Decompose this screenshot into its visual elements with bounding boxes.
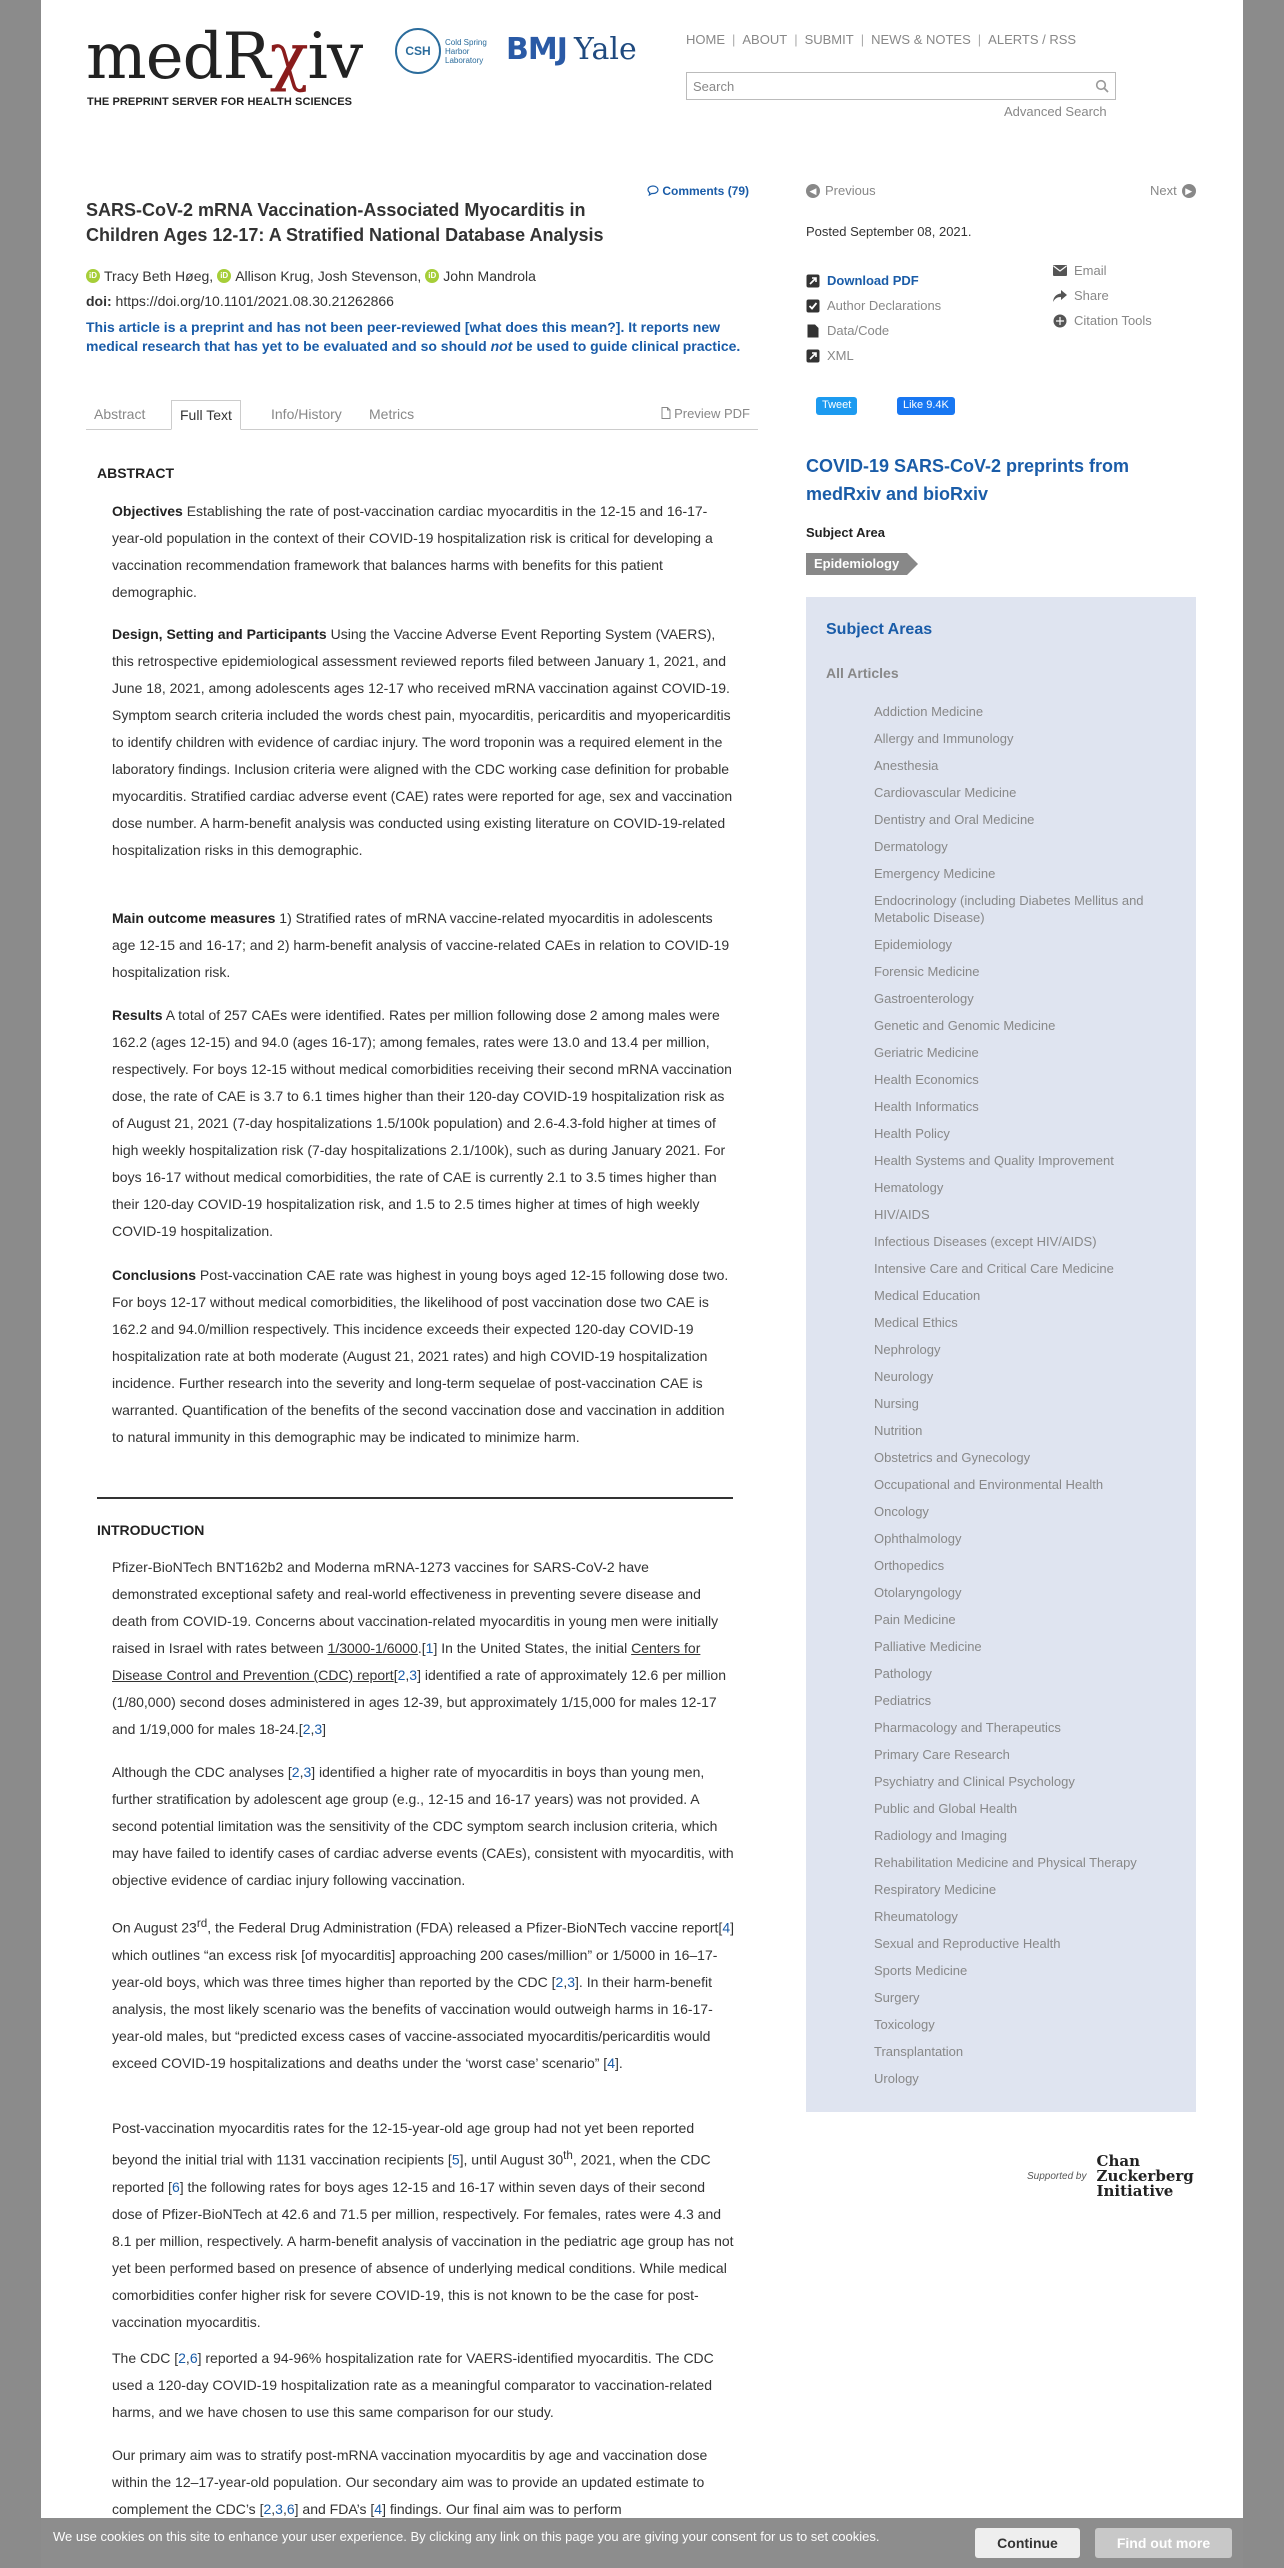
notice-not: not xyxy=(490,338,513,354)
covid-preprints-link[interactable]: COVID-19 SARS-CoV-2 preprints from medRxiv and bioRxiv xyxy=(806,456,1130,504)
csh-abbr: CSH xyxy=(395,28,441,74)
nav-about[interactable]: ABOUT xyxy=(742,32,788,47)
design-label: Design, Setting and Participants xyxy=(112,626,327,642)
tab-full-text[interactable]: Full Text xyxy=(171,400,241,430)
logo-main: medR xyxy=(86,20,270,94)
email-icon xyxy=(1053,264,1067,278)
subject-link[interactable]: Health Policy xyxy=(874,1126,950,1141)
subject-link[interactable]: HIV/AIDS xyxy=(874,1207,930,1222)
intro-paragraph-2: Although the CDC analyses [2,3] identified a higher rate of myocarditis in boys than young men, further stratification by adolescent age group (e.g., 12-15 and 16-17 years) was not provided. A second potential limitation was the sensitivity of the CDC symptom search inclusion criteria, which may have failed to identify cases of cardiac adverse events (CAEs), consistent with myocarditis, with objective evidence of cardiac injury following vaccination. xyxy=(112,1764,734,1888)
subject-link[interactable]: Health Economics xyxy=(874,1072,979,1087)
reference-link[interactable]: 2 xyxy=(263,2501,272,2517)
czi-logo[interactable] xyxy=(1027,2154,1194,2199)
download-pdf-label: Download PDF xyxy=(827,273,919,288)
subject-link[interactable]: Dermatology xyxy=(874,839,948,854)
orcid-icon[interactable]: iD xyxy=(86,269,100,283)
design-text: Using the Vaccine Adverse Event Reporting System (VAERS), this retrospective epidemiological assessment reviewed reports filed between January 1, 2021, and June 18, 2021, among adolescents ages 12-17 who received mRNA vaccination against COVID-19. Symptom search criteria included the words chest pain, myocarditis, pericarditis and myopericarditis to identify children with evidence of cardiac injury. The word troponin was a required element in the laboratory findings. Inclusion criteria were aligned with the CDC working case definition for probable myocarditis. Stratified cardiac adverse event (CAE) rates were reported for age, sex and vaccination dose number. A harm-benefit analysis was conducted using existing literature on COVID-19-related hospitalization risks in this demographic. xyxy=(112,626,733,858)
subject-link[interactable]: Allergy and Immunology xyxy=(874,731,1014,746)
abstract-heading: ABSTRACT xyxy=(97,465,174,481)
next-link[interactable] xyxy=(1150,183,1196,198)
facebook-like-button[interactable] xyxy=(897,397,955,415)
subject-link[interactable]: Forensic Medicine xyxy=(874,964,980,979)
tagline: THE PREPRINT SERVER FOR HEALTH SCIENCES xyxy=(87,96,353,108)
tab-abstract[interactable]: Abstract xyxy=(94,406,146,422)
subject-link[interactable]: Genetic and Genomic Medicine xyxy=(874,1018,1056,1033)
next-arrow-icon: ▶ xyxy=(1182,184,1196,198)
subject-link[interactable]: Infectious Diseases (except HIV/AIDS) xyxy=(874,1234,1097,1249)
subject-link[interactable]: Radiology and Imaging xyxy=(874,1828,1007,1843)
subject-link[interactable]: Urology xyxy=(874,2071,919,2086)
section-divider xyxy=(97,1497,733,1499)
subject-link[interactable]: Occupational and Environmental Health xyxy=(874,1477,1104,1492)
subject-link[interactable]: Pain Medicine xyxy=(874,1612,956,1627)
doi-link[interactable]: https://doi.org/10.1101/2021.08.30.21262866 xyxy=(115,293,394,309)
subject-link[interactable]: Pediatrics xyxy=(874,1693,932,1708)
subject-link[interactable]: Dentistry and Oral Medicine xyxy=(874,812,1035,827)
preview-pdf-label: Preview PDF xyxy=(674,406,750,421)
subject-link[interactable]: Geriatric Medicine xyxy=(874,1045,979,1060)
nav-news-notes[interactable]: NEWS & NOTES xyxy=(871,32,971,47)
subject-link[interactable]: Public and Global Health xyxy=(874,1801,1018,1816)
top-nav: HOME | ABOUT | SUBMIT | NEWS & NOTES | ALERTS / RSS xyxy=(686,32,1077,47)
email-link[interactable] xyxy=(1053,258,1152,283)
subject-list xyxy=(874,703,1174,2097)
cdc-report-link[interactable]: Centers for Disease Control and Prevention (CDC) report xyxy=(112,1640,701,1683)
objectives-text: Establishing the rate of post-vaccination cardiac myocarditis in the 12-15 and 16-17-year-old population in the context of their COVID-19 hospitalization risk is critical for developing a vaccination recommendation framework that balances harms with benefits for this patient demographic. xyxy=(112,503,713,600)
author-link[interactable]: Allison Krug, xyxy=(235,268,314,284)
author-link[interactable]: Josh Stevenson, xyxy=(317,268,422,284)
author-link[interactable]: John Mandrola xyxy=(443,268,536,284)
objectives-label: Objectives xyxy=(112,503,183,519)
like-label: Like 9.4K xyxy=(903,399,949,411)
doi-label: doi: xyxy=(86,293,112,309)
abstract-objectives xyxy=(112,498,734,606)
czi-supported-by: Supported by xyxy=(1027,2171,1087,2182)
czi-name: Chan Zuckerberg Initiative xyxy=(1096,2152,1194,2200)
subject-link[interactable]: Obstetrics and Gynecology xyxy=(874,1450,1031,1465)
subject-link[interactable]: Endocrinology (including Diabetes Mellitus and Metabolic Disease) xyxy=(874,893,1144,925)
reference-link[interactable]: 5 xyxy=(451,2151,460,2168)
reference-link[interactable]: 3 xyxy=(303,1764,312,1780)
tweet-button[interactable] xyxy=(816,397,857,415)
abstract-conclusions xyxy=(112,1262,734,1451)
subject-link[interactable]: Rehabilitation Medicine and Physical Therapy xyxy=(874,1855,1137,1870)
reference-link[interactable]: 6 xyxy=(171,2178,180,2195)
subject-link[interactable]: Intensive Care and Critical Care Medicine xyxy=(874,1261,1114,1276)
subject-link[interactable]: Otolaryngology xyxy=(874,1585,962,1600)
advanced-search-link[interactable]: Advanced Search xyxy=(1004,104,1107,119)
subject-link[interactable]: Primary Care Research xyxy=(874,1747,1010,1762)
download-pdf-icon xyxy=(806,274,820,288)
xml-icon xyxy=(806,349,820,363)
abstract-results xyxy=(112,1002,734,1245)
subject-link[interactable]: Toxicology xyxy=(874,2017,935,2032)
reference-link[interactable]: 2 xyxy=(397,1667,406,1683)
next-label: Next xyxy=(1150,183,1177,198)
article-tools-left xyxy=(806,268,941,368)
nav-home[interactable]: HOME xyxy=(686,32,725,47)
author-link[interactable]: Tracy Beth Høeg, xyxy=(104,268,214,284)
intro-paragraph-6: Our primary aim was to stratify post-mRNA vaccination myocarditis by age and vaccination dose within the 12–17-year-old population. Our secondary aim was to provide an updated estimate to complement the CDC’s [2,3,6] and FDA’s [4] findings. Our final aim was to perform xyxy=(112,2447,708,2517)
email-label: Email xyxy=(1074,263,1107,278)
cookie-text: We use cookies on this site to enhance your user experience. By clicking any link on this page you are giving your consent for us to set cookies. xyxy=(53,2529,880,2544)
preview-pdf-icon xyxy=(661,407,671,419)
intro-paragraph-5: The CDC [2,6] reported a 94-96% hospitalization rate for VAERS-identified myocarditis. The CDC used a 120-day COVID-19 hospitalization rate as a meaningful comparator to vaccination-related harms, and we have chosen to use this same comparison for our study. xyxy=(112,2350,714,2420)
conclusions-label: Conclusions xyxy=(112,1267,197,1283)
logo-end: iv xyxy=(307,20,363,94)
subject-link[interactable]: Psychiatry and Clinical Psychology xyxy=(874,1774,1075,1789)
reference-link[interactable]: 4 xyxy=(607,2054,615,2071)
subject-areas-panel xyxy=(806,597,1196,2112)
subject-link[interactable]: Sexual and Reproductive Health xyxy=(874,1936,1061,1951)
subject-link[interactable]: Ophthalmology xyxy=(874,1531,962,1546)
share-label: Share xyxy=(1074,288,1109,303)
subject-link[interactable]: Pharmacology and Therapeutics xyxy=(874,1720,1061,1735)
subject-link[interactable]: Medical Education xyxy=(874,1288,981,1303)
subject-link[interactable]: Rheumatology xyxy=(874,1909,958,1924)
tab-metrics[interactable]: Metrics xyxy=(369,406,415,422)
orcid-icon[interactable]: iD xyxy=(425,269,439,283)
search-icon[interactable] xyxy=(1095,79,1109,93)
citation-tools-link[interactable] xyxy=(1053,308,1152,333)
yale-logo[interactable]: Yale xyxy=(574,32,637,67)
doi xyxy=(86,293,394,309)
medrxiv-logo[interactable] xyxy=(86,20,363,94)
conclusions-text: Post-vaccination CAE rate was highest in young boys aged 12-15 following dose two. For boys 12-17 without medical comorbidities, the likelihood of post vaccination dose two CAE is 162.2 and 94.0/million respectively. This incidence exceeds their expected 120-day COVID-19 hospitalization rate at both moderate (August 21, 2021 rates) and high COVID-19 hospitalization incidence. Further research into the severity and long-term sequelae of post-vaccination CAE is warranted. Quantification of the benefits of the second vaccination dose and vaccination in addition to natural immunity in this demographic may be indicated to minimize harm. xyxy=(112,1267,729,1445)
author-list xyxy=(86,268,540,284)
nav-submit[interactable]: SUBMIT xyxy=(804,32,854,47)
subject-link[interactable]: Respiratory Medicine xyxy=(874,1882,997,1897)
csh-name: Cold Spring Harbor Laboratory xyxy=(445,37,487,65)
paper-title: SARS-CoV-2 mRNA Vaccination-Associated Myocarditis in Children Ages 12-17: A Stratified National Database Analysis xyxy=(86,200,604,245)
download-pdf-link[interactable] xyxy=(806,268,941,293)
share-icon xyxy=(1053,289,1067,303)
subject-link[interactable]: Medical Ethics xyxy=(874,1315,958,1330)
subject-link[interactable]: Health Informatics xyxy=(874,1099,979,1114)
reference-link[interactable]: 4 xyxy=(374,2501,383,2517)
subject-link[interactable]: Nephrology xyxy=(874,1342,941,1357)
preview-pdf-link[interactable] xyxy=(661,406,750,421)
subject-link[interactable]: Pathology xyxy=(874,1666,932,1681)
subject-link[interactable]: Anesthesia xyxy=(874,758,939,773)
page xyxy=(41,0,1243,2568)
author-declarations-link[interactable] xyxy=(806,293,941,318)
subject-link[interactable]: Nursing xyxy=(874,1396,919,1411)
xml-link[interactable] xyxy=(806,343,941,368)
previous-arrow-icon: ◀ xyxy=(806,184,820,198)
all-articles-link[interactable]: All Articles xyxy=(826,665,899,681)
search-input[interactable] xyxy=(687,73,1082,99)
citation-tools-icon xyxy=(1053,314,1067,328)
reference-link[interactable]: 2 xyxy=(291,1764,300,1780)
tweet-label: Tweet xyxy=(822,399,852,411)
notice-text-b: be used to guide clinical practice. xyxy=(512,338,741,354)
results-text: A total of 257 CAEs were identified. Rates per million following dose 2 among males were 162.2 (ages 12-15) and 94.0 (ages 16-17); among females, rates were 13.0 and 13.4 per million, respectively. For boys 12-15 without medical comorbidities receiving their second mRNA vaccination dose, the rate of CAE is 3.7 to 6.1 times higher than their 120-day COVID-19 hospitalization risk as of August 21, 2021 (7-day hospitalizations 1.5/100k population) and 2.6-4.3-fold higher at times of high weekly hospitalization risk (7-day hospitalizations 2.1/100k), such as during January 2021. For boys 16-17 without medical comorbidities, the rate of CAE is currently 2.1 to 3.5 times higher than their 120-day COVID-19 hospitalization risk, and 1.5 to 2.5 times higher at times of high weekly COVID-19 hospitalization. xyxy=(112,1007,732,1239)
article-tools-right xyxy=(1053,258,1152,333)
data-code-link[interactable] xyxy=(806,318,941,343)
subject-link[interactable]: Nutrition xyxy=(874,1423,923,1438)
reference-link[interactable]: 3 xyxy=(275,2501,283,2517)
subject-link[interactable]: Orthopedics xyxy=(874,1558,945,1573)
author-declarations-icon xyxy=(806,299,820,313)
intro-paragraph-1: Pfizer-BioNTech BNT162b2 and Moderna mRNA-1273 vaccines for SARS-CoV-2 have demonstrated exceptional safety and real-world effectiveness in preventing severe disease and death from COVID-19. Concerns about vaccination-related myocarditis in young men were initially raised in Israel with rates between 1/3000-1/6000.[1] In the United States, the initial Centers for Disease Control and Prevention (CDC) report[2,3] identified a rate of approximately 12.6 per million (1/80,000) second doses administered in ages 12-39, but approximately 1/15,000 for males 12-17 and 1/19,000 for males 18-24.[2,3] xyxy=(112,1559,727,1737)
preprint-notice xyxy=(86,318,761,356)
logo-chi: χ xyxy=(269,20,308,94)
subject-link[interactable]: Surgery xyxy=(874,1990,920,2005)
article-tabs xyxy=(86,398,758,430)
abstract-design xyxy=(112,621,734,864)
cookie-banner xyxy=(41,2518,1243,2568)
subject-link[interactable]: Gastroenterology xyxy=(874,991,974,1006)
subject-link[interactable]: Health Systems and Quality Improvement xyxy=(874,1153,1114,1168)
reference-link[interactable]: 2 xyxy=(302,1721,311,1737)
subject-tag-epidemiology[interactable]: Epidemiology xyxy=(806,553,907,575)
xml-label: XML xyxy=(827,348,854,363)
reference-link[interactable]: 6 xyxy=(189,2350,198,2366)
subject-areas-title: Subject Areas xyxy=(826,621,933,638)
subject-link[interactable]: Palliative Medicine xyxy=(874,1639,982,1654)
author-declarations-label: Author Declarations xyxy=(827,298,942,313)
previous-link[interactable] xyxy=(806,183,876,198)
posted-date: Posted September 08, 2021. xyxy=(806,224,972,239)
reference-link[interactable]: 3 xyxy=(567,1973,576,1990)
intro-paragraph-4: Post-vaccination myocarditis rates for the 12-15-year-old age group had not yet been reported beyond the initial trial with 1131 vaccination recipients [5], until August 30th, 2021, when the CDC reported [6] the following rates for boys ages 12-15 and 16-17 within seven days of their second dose of Pfizer-BioNTech at 42.6 and 71.5 per million, respectively. For females, rates were 4.3 and 8.1 per million, respectively. A harm-benefit analysis of vaccination in the pediatric age group has not yet been performed based on presence of absence of underlying medical conditions. While medical comorbidities confer higher risk for severe COVID-19, this is not known to be the case for post-vaccination myocarditis. xyxy=(112,2120,734,2330)
reference-link[interactable]: 3 xyxy=(314,1721,323,1737)
outcome-label: Main outcome measures xyxy=(112,910,276,926)
share-link[interactable] xyxy=(1053,283,1152,308)
subject-link[interactable]: Addiction Medicine xyxy=(874,704,984,719)
data-code-label: Data/Code xyxy=(827,323,890,338)
cookie-continue-button[interactable]: Continue xyxy=(975,2528,1080,2558)
reference-link[interactable]: 2 xyxy=(555,1973,564,1990)
reference-link[interactable]: 1 xyxy=(425,1640,434,1656)
tab-info-history[interactable]: Info/History xyxy=(271,406,342,422)
intro-paragraph-3: On August 23rd, the Federal Drug Administration (FDA) released a Pfizer-BioNTech vaccine report[4] which outlines “an excess risk [of myocarditis] approaching 200 cases/million” or 1/5000 in 16–17-year-old boys, which was three times higher than reported by the CDC [2,3]. In their harm-benefit analysis, the most likely scenario was the benefits of vaccination would outweigh harms in 16-17-year-old males, but “predicted excess cases of vaccine-associated myocarditis/pericarditis would exceed COVID-19 hospitalizations and deaths under the ‘worst case’ scenario” [4]. xyxy=(112,1917,735,2071)
reference-link[interactable]: 2 xyxy=(178,2350,186,2366)
cookie-find-out-more-button[interactable]: Find out more xyxy=(1095,2528,1232,2558)
subject-link[interactable]: Transplantation xyxy=(874,2044,964,2059)
subject-link[interactable]: Epidemiology xyxy=(874,937,953,952)
comments-icon xyxy=(647,185,659,196)
citation-tools-label: Citation Tools xyxy=(1074,313,1152,328)
results-label: Results xyxy=(112,1007,163,1023)
subject-area-label: Subject Area xyxy=(806,525,885,540)
previous-label: Previous xyxy=(825,183,876,198)
subject-link[interactable]: Sports Medicine xyxy=(874,1963,968,1978)
nav-alerts-rss[interactable]: ALERTS / RSS xyxy=(988,32,1077,47)
comments-link[interactable] xyxy=(647,184,749,198)
outcome-text: 1) Stratified rates of mRNA vaccine-related myocarditis in adolescents age 12-15 and 16-17; and 2) harm-benefit analysis of vaccine-related CAEs in relation to COVID-19 hospitalization risk. xyxy=(112,910,730,980)
comments-count: Comments (79) xyxy=(662,184,750,198)
reference-link[interactable]: 6 xyxy=(286,2501,295,2517)
subject-link[interactable]: Oncology xyxy=(874,1504,929,1519)
bmj-logo[interactable]: BMJ xyxy=(506,32,567,67)
abstract-outcomes xyxy=(112,905,734,986)
orcid-icon[interactable]: iD xyxy=(217,269,231,283)
data-code-icon xyxy=(806,324,820,338)
reference-link[interactable]: 4 xyxy=(722,1919,731,1936)
subject-link[interactable]: Cardiovascular Medicine xyxy=(874,785,1017,800)
subject-link[interactable]: Emergency Medicine xyxy=(874,866,996,881)
subject-link[interactable]: Neurology xyxy=(874,1369,934,1384)
subject-link[interactable]: Hematology xyxy=(874,1180,944,1195)
israel-rates-link[interactable]: 1/3000-1/6000 xyxy=(327,1640,418,1656)
reference-link[interactable]: 3 xyxy=(409,1667,418,1683)
notice-text-a: This article is a preprint and has not been peer-reviewed [what does this mean?]. It reports new medical research that has yet to be evaluated and so should xyxy=(86,319,721,354)
csh-logo[interactable] xyxy=(395,28,497,74)
introduction-heading: INTRODUCTION xyxy=(97,1522,205,1538)
search-box xyxy=(686,72,1116,100)
